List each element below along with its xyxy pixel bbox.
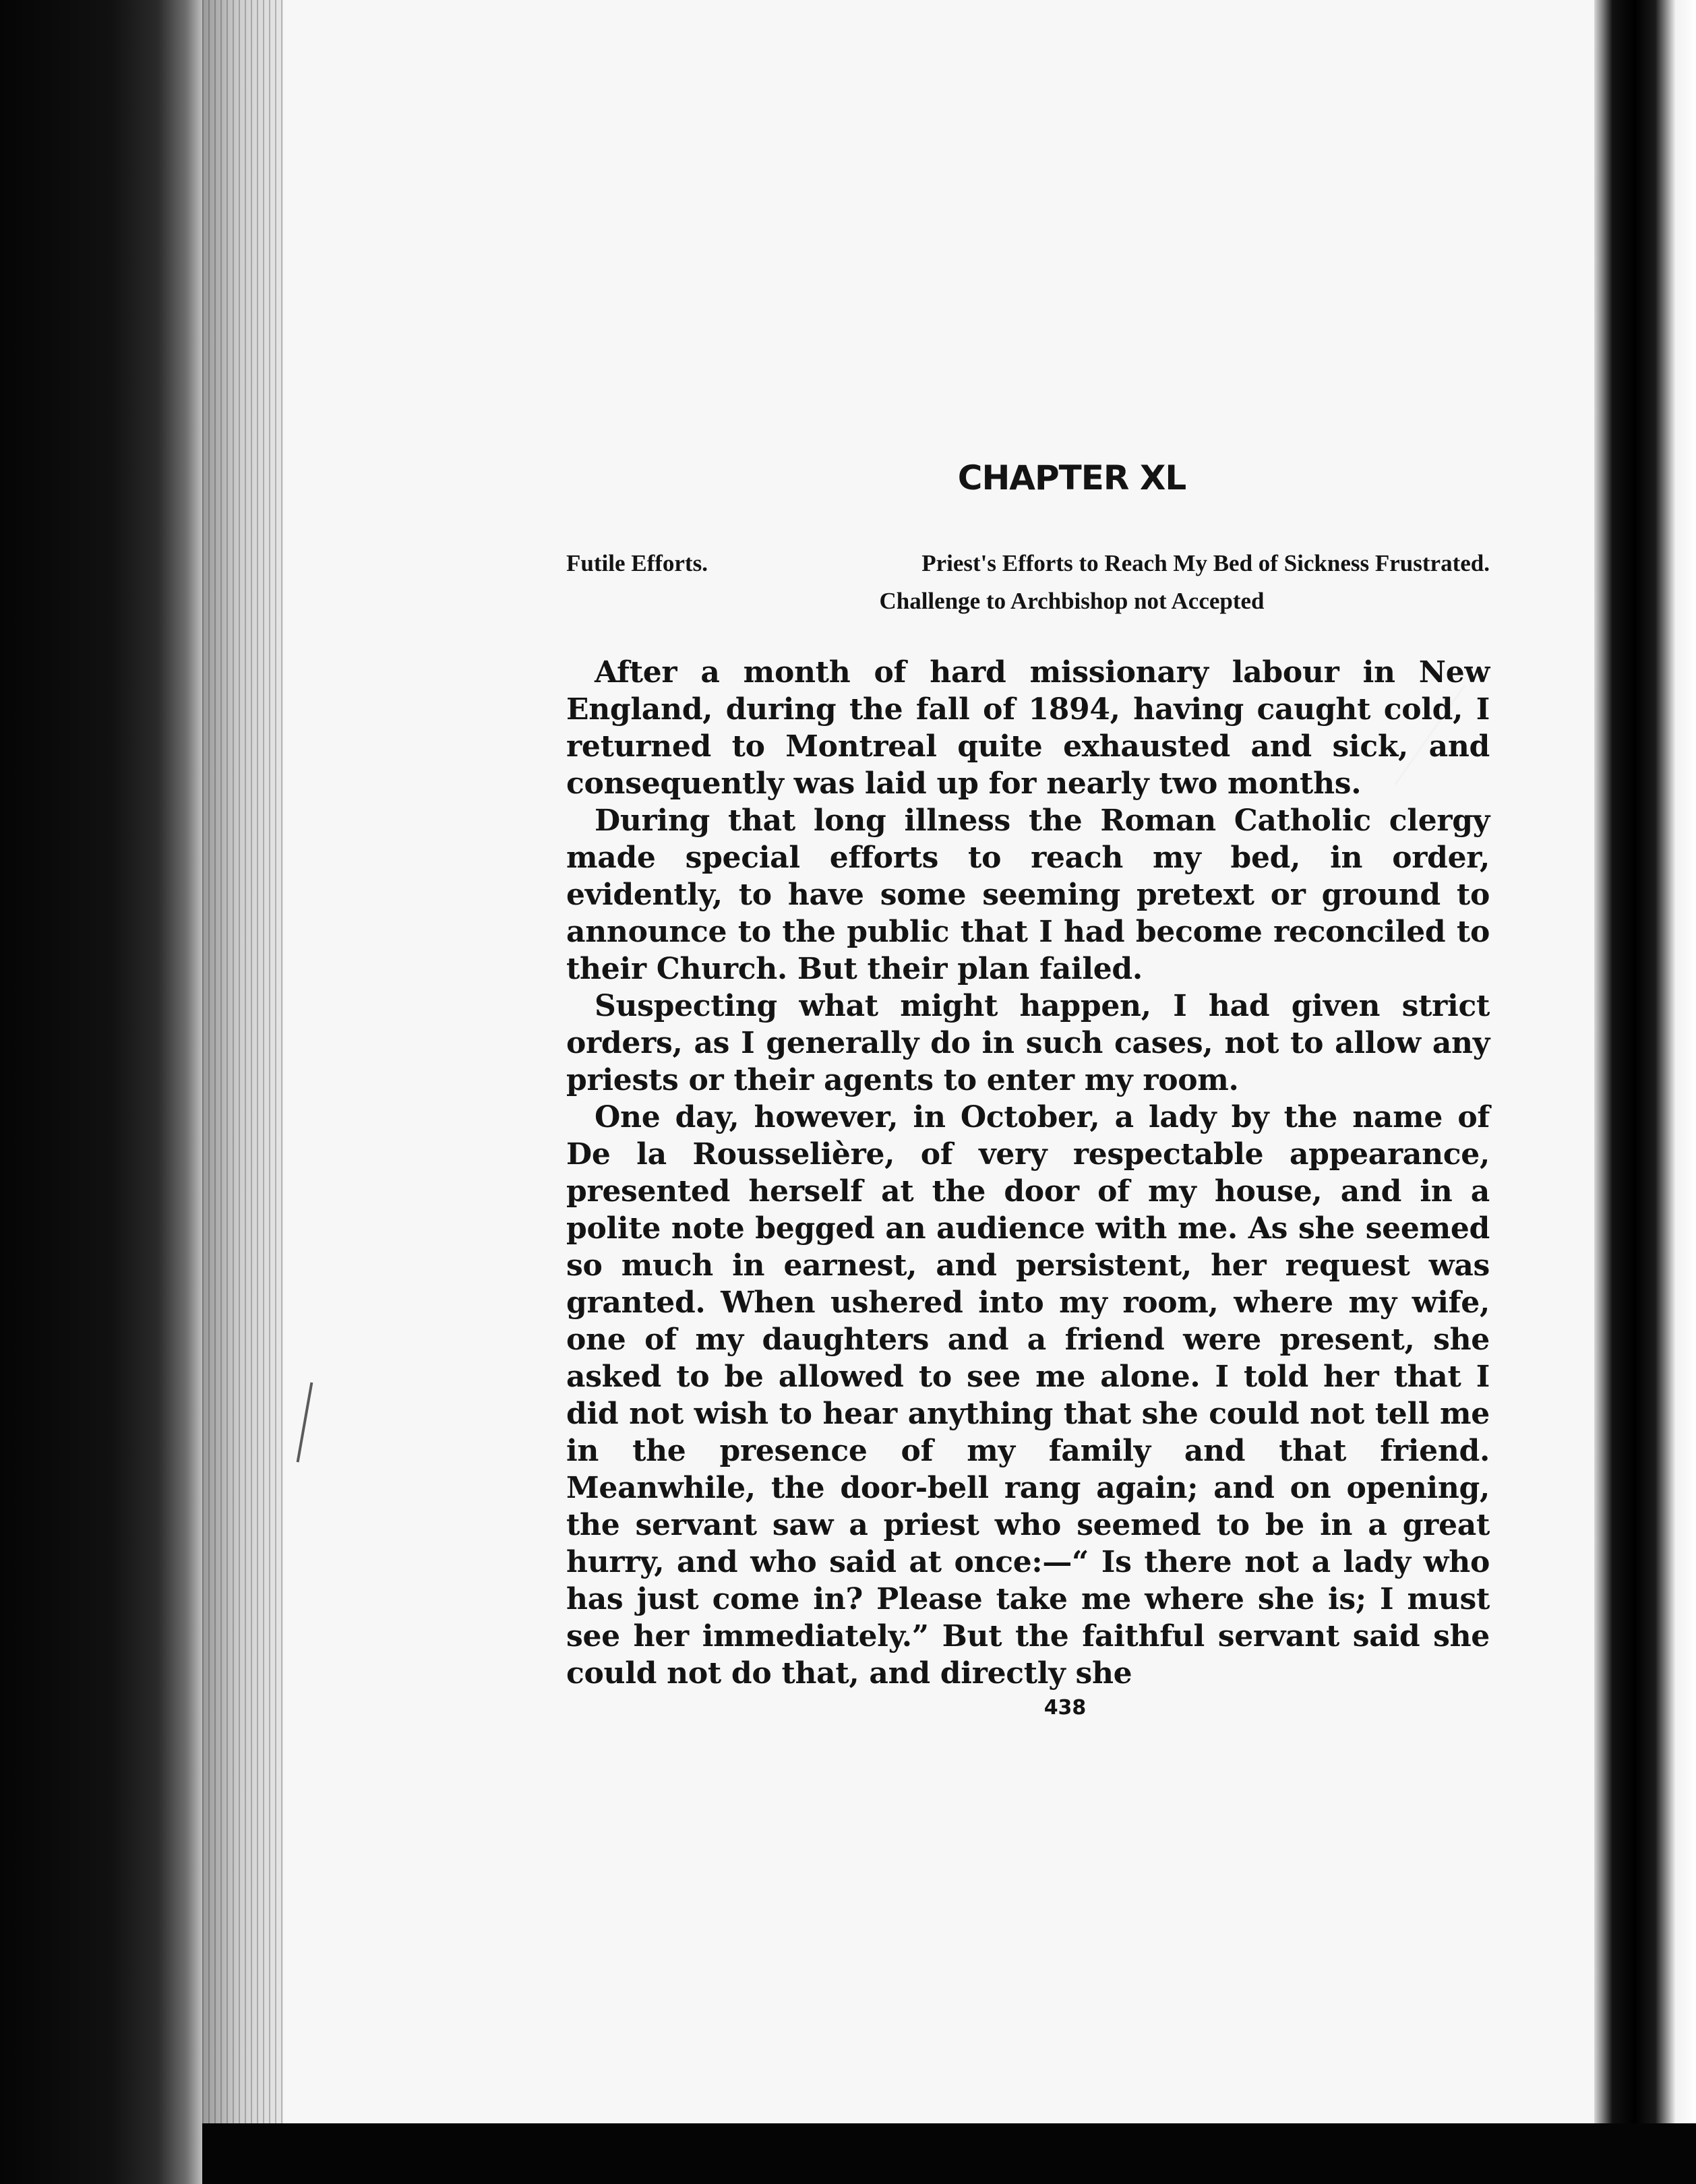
page-content <box>566 458 1490 1720</box>
chapter-synopsis <box>566 545 1490 620</box>
synopsis-topic: Priest's Efforts to Reach My Bed of Sickness Frustrated. <box>921 550 1490 576</box>
bottom-page-edge <box>202 2123 1696 2184</box>
paragraph: Suspecting what might happen, I had given strict orders, as I generally do in such cases, not to allow any priests or their agents to enter my room. <box>566 989 1490 1097</box>
scratch-mark <box>297 1383 313 1463</box>
synopsis-line <box>566 545 1490 582</box>
right-page-edge <box>1594 0 1696 2184</box>
synopsis-line: Challenge to Archbishop not Accepted <box>879 588 1265 614</box>
paragraph: After a month of hard missionary labour in New England, during the fall of 1894, having caught cold, I returned to Montreal quite exhausted and sick, and consequently was laid up for nearly two months. <box>566 655 1490 801</box>
paragraph: During that long illness the Roman Catholic clergy made special efforts to reach my bed, in order, evidently, to have some seeming pretext or ground to announce to the public that I had become reconciled to their Church. But their plan failed. <box>566 803 1490 986</box>
book-gutter <box>0 0 202 2184</box>
body-text <box>566 654 1490 1692</box>
page-number: 438 <box>1043 1696 1087 1720</box>
synopsis-topic: Futile Efforts. <box>566 550 708 576</box>
chapter-title: CHAPTER XL <box>957 458 1186 497</box>
paragraph: One day, however, in October, a lady by the name of De la Rousselière, of very respectable appearance, presented herself at the door of my house, and in a polite note begged an audience with me. As she seemed so much in earnest, and persistent, her request was granted. When ushered into my room, where my wife, one of my daughters and a friend were present, she asked to be allowed to see me alone. I told her that I did not wish to hear anything that she could not tell me in the presence of my family and that friend. Meanwhile, the door-bell rang again; and on opening, the servant saw a priest who seemed to be in a great hurry, and who said at once:—“ Is there not a lady who has just come in? Please take me where she is; I must see her immediately.” But the faithful servant said she could not do that, and directly she <box>566 1100 1490 1691</box>
